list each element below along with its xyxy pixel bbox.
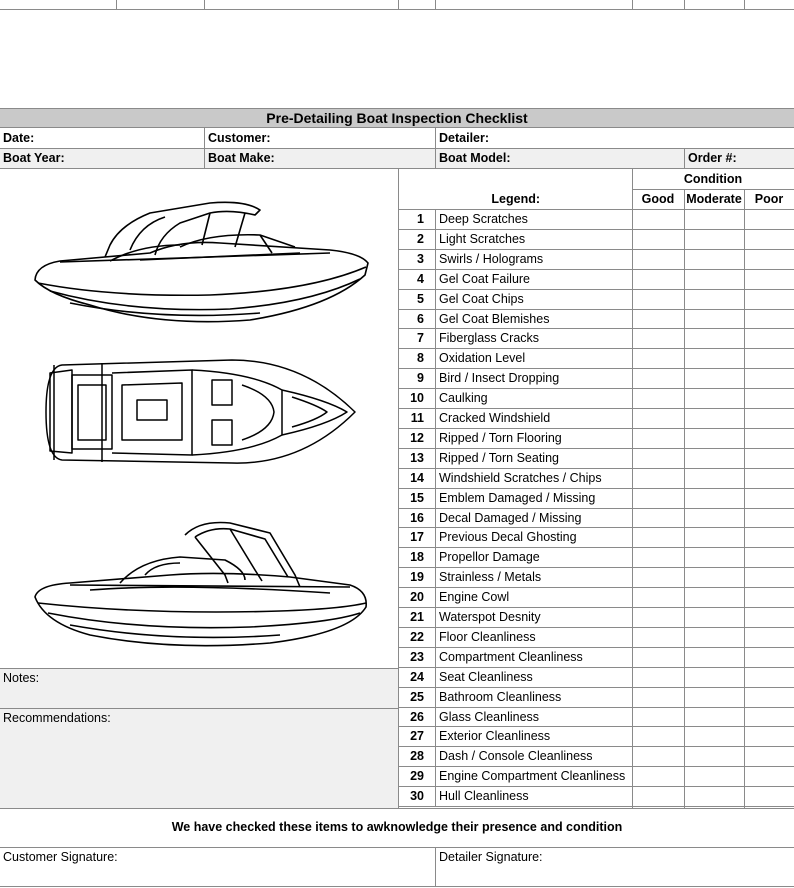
customer-label: Customer: [208, 131, 271, 145]
row-rule [398, 806, 794, 807]
item-name: Gel Coat Chips [439, 292, 524, 306]
poor-checkbox[interactable] [745, 310, 794, 328]
table-row [398, 270, 794, 290]
row-divider [435, 349, 436, 369]
table-row [398, 747, 794, 767]
row-divider [435, 290, 436, 310]
moderate-checkbox[interactable] [685, 270, 745, 289]
item-number: 3 [417, 252, 424, 266]
good-checkbox[interactable] [633, 369, 685, 388]
top-divider [116, 0, 117, 9]
table-row [398, 449, 794, 469]
top-divider [398, 0, 399, 9]
item-name: Cracked Windshield [439, 411, 551, 425]
item-number: 10 [410, 391, 424, 405]
header-row-2-bg [0, 149, 794, 168]
item-number: 30 [410, 789, 424, 803]
moderate-checkbox[interactable] [685, 310, 745, 328]
table-row [398, 708, 794, 727]
table-row [398, 568, 794, 588]
table-row [398, 469, 794, 489]
row-divider [435, 628, 436, 648]
item-name: Bird / Insect Dropping [439, 371, 560, 385]
good-checkbox[interactable] [633, 628, 685, 647]
customer-signature-label: Customer Signature: [3, 850, 118, 864]
good-checkbox[interactable] [633, 648, 685, 667]
boat-make-label: Boat Make: [208, 151, 275, 165]
item-name: Ripped / Torn Flooring [439, 431, 562, 445]
customer-signature-field[interactable] [0, 867, 435, 885]
table-row [398, 210, 794, 230]
table-row [398, 369, 794, 389]
moderate-column-label: Moderate [686, 192, 742, 206]
poor-checkbox[interactable] [745, 548, 794, 567]
item-number: 4 [417, 272, 424, 286]
table-row [398, 290, 794, 310]
item-number: 25 [410, 690, 424, 704]
detailer-signature-field[interactable] [436, 867, 794, 885]
moderate-checkbox[interactable] [685, 568, 745, 587]
poor-checkbox[interactable] [745, 787, 794, 806]
row-divider [435, 210, 436, 230]
item-number: 13 [410, 451, 424, 465]
top-divider [632, 0, 633, 9]
row-divider [435, 688, 436, 708]
row-divider [435, 548, 436, 568]
row-divider [435, 767, 436, 787]
acknowledgement-text: We have checked these items to awknowledge their presence and condition [171, 820, 623, 834]
legend-label: Legend: [491, 192, 540, 206]
item-name: Waterspot Desnity [439, 610, 541, 624]
item-name: Ripped / Torn Seating [439, 451, 559, 465]
item-name: Strainless / Metals [439, 570, 542, 584]
good-checkbox[interactable] [633, 588, 685, 607]
poor-checkbox[interactable] [745, 429, 794, 448]
header-divider [204, 128, 205, 169]
table-row [398, 688, 794, 708]
item-name: Engine Compartment Cleanliness [439, 769, 626, 783]
date-label: Date: [3, 131, 35, 145]
row-divider [435, 668, 436, 688]
condition-label: Condition [683, 172, 743, 186]
good-checkbox[interactable] [633, 449, 685, 468]
poor-checkbox[interactable] [745, 250, 794, 269]
footer-rule [0, 808, 794, 809]
item-number: 8 [417, 351, 424, 365]
row-divider [435, 389, 436, 409]
good-checkbox[interactable] [633, 568, 685, 587]
top-divider [204, 0, 205, 9]
recommendations-label: Recommendations: [3, 711, 111, 725]
poor-checkbox[interactable] [745, 588, 794, 607]
item-name: Gel Coat Blemishes [439, 312, 550, 326]
poor-checkbox[interactable] [745, 727, 794, 746]
top-divider [435, 0, 436, 9]
good-checkbox[interactable] [633, 329, 685, 348]
notes-label: Notes: [3, 671, 40, 685]
moderate-checkbox[interactable] [685, 210, 745, 229]
moderate-checkbox[interactable] [685, 668, 745, 687]
moderate-checkbox[interactable] [685, 528, 745, 547]
row-divider [435, 608, 436, 628]
item-number: 5 [417, 292, 424, 306]
row-divider [435, 329, 436, 349]
good-checkbox[interactable] [633, 528, 685, 547]
item-number: 21 [410, 610, 424, 624]
item-name: Glass Cleanliness [439, 710, 540, 724]
table-row [398, 250, 794, 270]
row-divider [435, 250, 436, 270]
good-checkbox[interactable] [633, 608, 685, 627]
poor-checkbox[interactable] [745, 628, 794, 647]
item-name: Engine Cowl [439, 590, 510, 604]
good-checkbox[interactable] [633, 389, 685, 408]
moderate-checkbox[interactable] [685, 349, 745, 368]
header-divider [684, 149, 685, 169]
table-row [398, 588, 794, 608]
item-number: 27 [410, 729, 424, 743]
poor-checkbox[interactable] [745, 210, 794, 229]
poor-checkbox[interactable] [745, 747, 794, 766]
good-checkbox[interactable] [633, 409, 685, 428]
table-row [398, 668, 794, 688]
moderate-checkbox[interactable] [685, 250, 745, 269]
moderate-checkbox[interactable] [685, 628, 745, 647]
poor-checkbox[interactable] [745, 230, 794, 249]
good-checkbox[interactable] [633, 767, 685, 786]
table-row [398, 767, 794, 787]
good-checkbox[interactable] [633, 747, 685, 766]
item-name: Dash / Console Cleanliness [439, 749, 593, 763]
poor-checkbox[interactable] [745, 509, 794, 527]
poor-checkbox[interactable] [745, 290, 794, 309]
moderate-checkbox[interactable] [685, 290, 745, 309]
item-number: 12 [410, 431, 424, 445]
table-row [398, 548, 794, 568]
row-divider [435, 708, 436, 727]
row-divider [435, 568, 436, 588]
moderate-checkbox[interactable] [685, 329, 745, 348]
page-title: Pre-Detailing Boat Inspection Checklist [266, 110, 528, 126]
moderate-checkbox[interactable] [685, 787, 745, 806]
boat-top-view [42, 355, 360, 470]
moderate-checkbox[interactable] [685, 469, 745, 488]
item-name: Hull Cleanliness [439, 789, 529, 803]
boat-year-label: Boat Year: [3, 151, 65, 165]
notes-area[interactable] [0, 669, 398, 708]
poor-checkbox[interactable] [745, 528, 794, 547]
item-number: 17 [410, 530, 424, 544]
moderate-checkbox[interactable] [685, 688, 745, 707]
good-checkbox[interactable] [633, 230, 685, 249]
moderate-checkbox[interactable] [685, 608, 745, 627]
top-divider [744, 0, 745, 9]
row-divider [435, 747, 436, 767]
poor-checkbox[interactable] [745, 708, 794, 726]
moderate-checkbox[interactable] [685, 588, 745, 607]
table-row [398, 509, 794, 528]
good-checkbox[interactable] [633, 349, 685, 368]
order-number-label: Order #: [688, 151, 737, 165]
poor-checkbox[interactable] [745, 409, 794, 428]
good-checkbox[interactable] [633, 727, 685, 746]
moderate-checkbox[interactable] [685, 369, 745, 388]
moderate-checkbox[interactable] [685, 548, 745, 567]
good-checkbox[interactable] [633, 310, 685, 328]
good-column-label: Good [641, 192, 675, 206]
moderate-checkbox[interactable] [685, 727, 745, 746]
moderate-checkbox[interactable] [685, 389, 745, 408]
row-divider [435, 409, 436, 429]
table-row [398, 608, 794, 628]
item-name: Emblem Damaged / Missing [439, 491, 596, 505]
item-number: 19 [410, 570, 424, 584]
good-checkbox[interactable] [633, 509, 685, 527]
row-divider [435, 429, 436, 449]
poor-checkbox[interactable] [745, 568, 794, 587]
good-checkbox[interactable] [633, 250, 685, 269]
row-divider [435, 270, 436, 290]
poor-checkbox[interactable] [745, 688, 794, 707]
table-row [398, 230, 794, 250]
moderate-checkbox[interactable] [685, 230, 745, 249]
table-row [398, 528, 794, 548]
footer-rule [0, 886, 794, 887]
item-number: 28 [410, 749, 424, 763]
item-name: Floor Cleanliness [439, 630, 536, 644]
table-row [398, 389, 794, 409]
item-number: 18 [410, 550, 424, 564]
item-number: 9 [417, 371, 424, 385]
item-number: 7 [417, 331, 424, 345]
item-name: Fiberglass Cracks [439, 331, 540, 345]
detailer-label: Detailer: [439, 131, 490, 145]
table-row [398, 648, 794, 668]
moderate-checkbox[interactable] [685, 708, 745, 726]
table-row [398, 727, 794, 747]
item-number: 29 [410, 769, 424, 783]
item-name: Seat Cleanliness [439, 670, 533, 684]
row-divider [435, 310, 436, 329]
moderate-checkbox[interactable] [685, 648, 745, 667]
item-name: Previous Decal Ghosting [439, 530, 577, 544]
row-divider [435, 648, 436, 668]
item-name: Propellor Damage [439, 550, 540, 564]
item-name: Deep Scratches [439, 212, 528, 226]
item-name: Decal Damaged / Missing [439, 511, 582, 525]
poor-checkbox[interactable] [745, 270, 794, 289]
item-name: Exterior Cleanliness [439, 729, 551, 743]
item-number: 1 [417, 212, 424, 226]
item-number: 16 [410, 511, 424, 525]
table-row [398, 628, 794, 648]
item-number: 22 [410, 630, 424, 644]
footer-rule [0, 847, 794, 848]
item-name: Windshield Scratches / Chips [439, 471, 602, 485]
row-divider [435, 369, 436, 389]
poor-checkbox[interactable] [745, 349, 794, 368]
item-number: 26 [410, 710, 424, 724]
good-checkbox[interactable] [633, 688, 685, 707]
header-rule [0, 168, 794, 169]
item-number: 11 [410, 411, 424, 425]
good-checkbox[interactable] [633, 469, 685, 488]
good-checkbox[interactable] [633, 290, 685, 309]
poor-checkbox[interactable] [745, 489, 794, 508]
row-divider [435, 449, 436, 469]
item-number: 20 [410, 590, 424, 604]
table-row [398, 489, 794, 509]
boat-side-view-top [30, 195, 375, 330]
item-number: 24 [410, 670, 424, 684]
good-checkbox[interactable] [633, 787, 685, 806]
good-checkbox[interactable] [633, 210, 685, 229]
item-number: 14 [410, 471, 424, 485]
item-number: 6 [417, 312, 424, 326]
item-name: Swirls / Holograms [439, 252, 544, 266]
row-divider [435, 469, 436, 489]
good-checkbox[interactable] [633, 548, 685, 567]
item-number: 2 [417, 232, 424, 246]
row-divider [435, 727, 436, 747]
table-row [398, 329, 794, 349]
boat-model-label: Boat Model: [439, 151, 511, 165]
row-divider [435, 230, 436, 250]
item-number: 15 [410, 491, 424, 505]
poor-checkbox[interactable] [745, 369, 794, 388]
poor-checkbox[interactable] [745, 469, 794, 488]
good-checkbox[interactable] [633, 489, 685, 508]
poor-checkbox[interactable] [745, 608, 794, 627]
moderate-checkbox[interactable] [685, 449, 745, 468]
moderate-checkbox[interactable] [685, 767, 745, 786]
item-name: Gel Coat Failure [439, 272, 531, 286]
top-rule [0, 9, 794, 10]
boat-side-view-bottom [30, 515, 375, 655]
item-name: Light Scratches [439, 232, 526, 246]
item-name: Bathroom Cleanliness [439, 690, 562, 704]
moderate-checkbox[interactable] [685, 489, 745, 508]
table-row [398, 409, 794, 429]
table-row [398, 349, 794, 369]
moderate-checkbox[interactable] [685, 409, 745, 428]
moderate-checkbox[interactable] [685, 747, 745, 766]
poor-checkbox[interactable] [745, 329, 794, 348]
item-name: Oxidation Level [439, 351, 526, 365]
item-name: Caulking [439, 391, 488, 405]
table-row [398, 310, 794, 329]
row-divider [435, 509, 436, 528]
poor-checkbox[interactable] [745, 648, 794, 667]
poor-checkbox[interactable] [745, 389, 794, 408]
poor-checkbox[interactable] [745, 449, 794, 468]
detailer-signature-label: Detailer Signature: [439, 850, 543, 864]
row-divider [435, 528, 436, 548]
moderate-checkbox[interactable] [685, 509, 745, 527]
good-checkbox[interactable] [633, 668, 685, 687]
good-checkbox[interactable] [633, 429, 685, 448]
item-name: Compartment Cleanliness [439, 650, 583, 664]
good-checkbox[interactable] [633, 708, 685, 726]
poor-checkbox[interactable] [745, 767, 794, 786]
row-divider [435, 787, 436, 807]
item-number: 23 [410, 650, 424, 664]
header-divider [435, 128, 436, 169]
moderate-checkbox[interactable] [685, 429, 745, 448]
table-row [398, 429, 794, 449]
top-divider [684, 0, 685, 9]
table-row [398, 787, 794, 807]
good-checkbox[interactable] [633, 270, 685, 289]
poor-column-label: Poor [754, 192, 784, 206]
row-divider [435, 588, 436, 608]
poor-checkbox[interactable] [745, 668, 794, 687]
row-divider [435, 489, 436, 509]
